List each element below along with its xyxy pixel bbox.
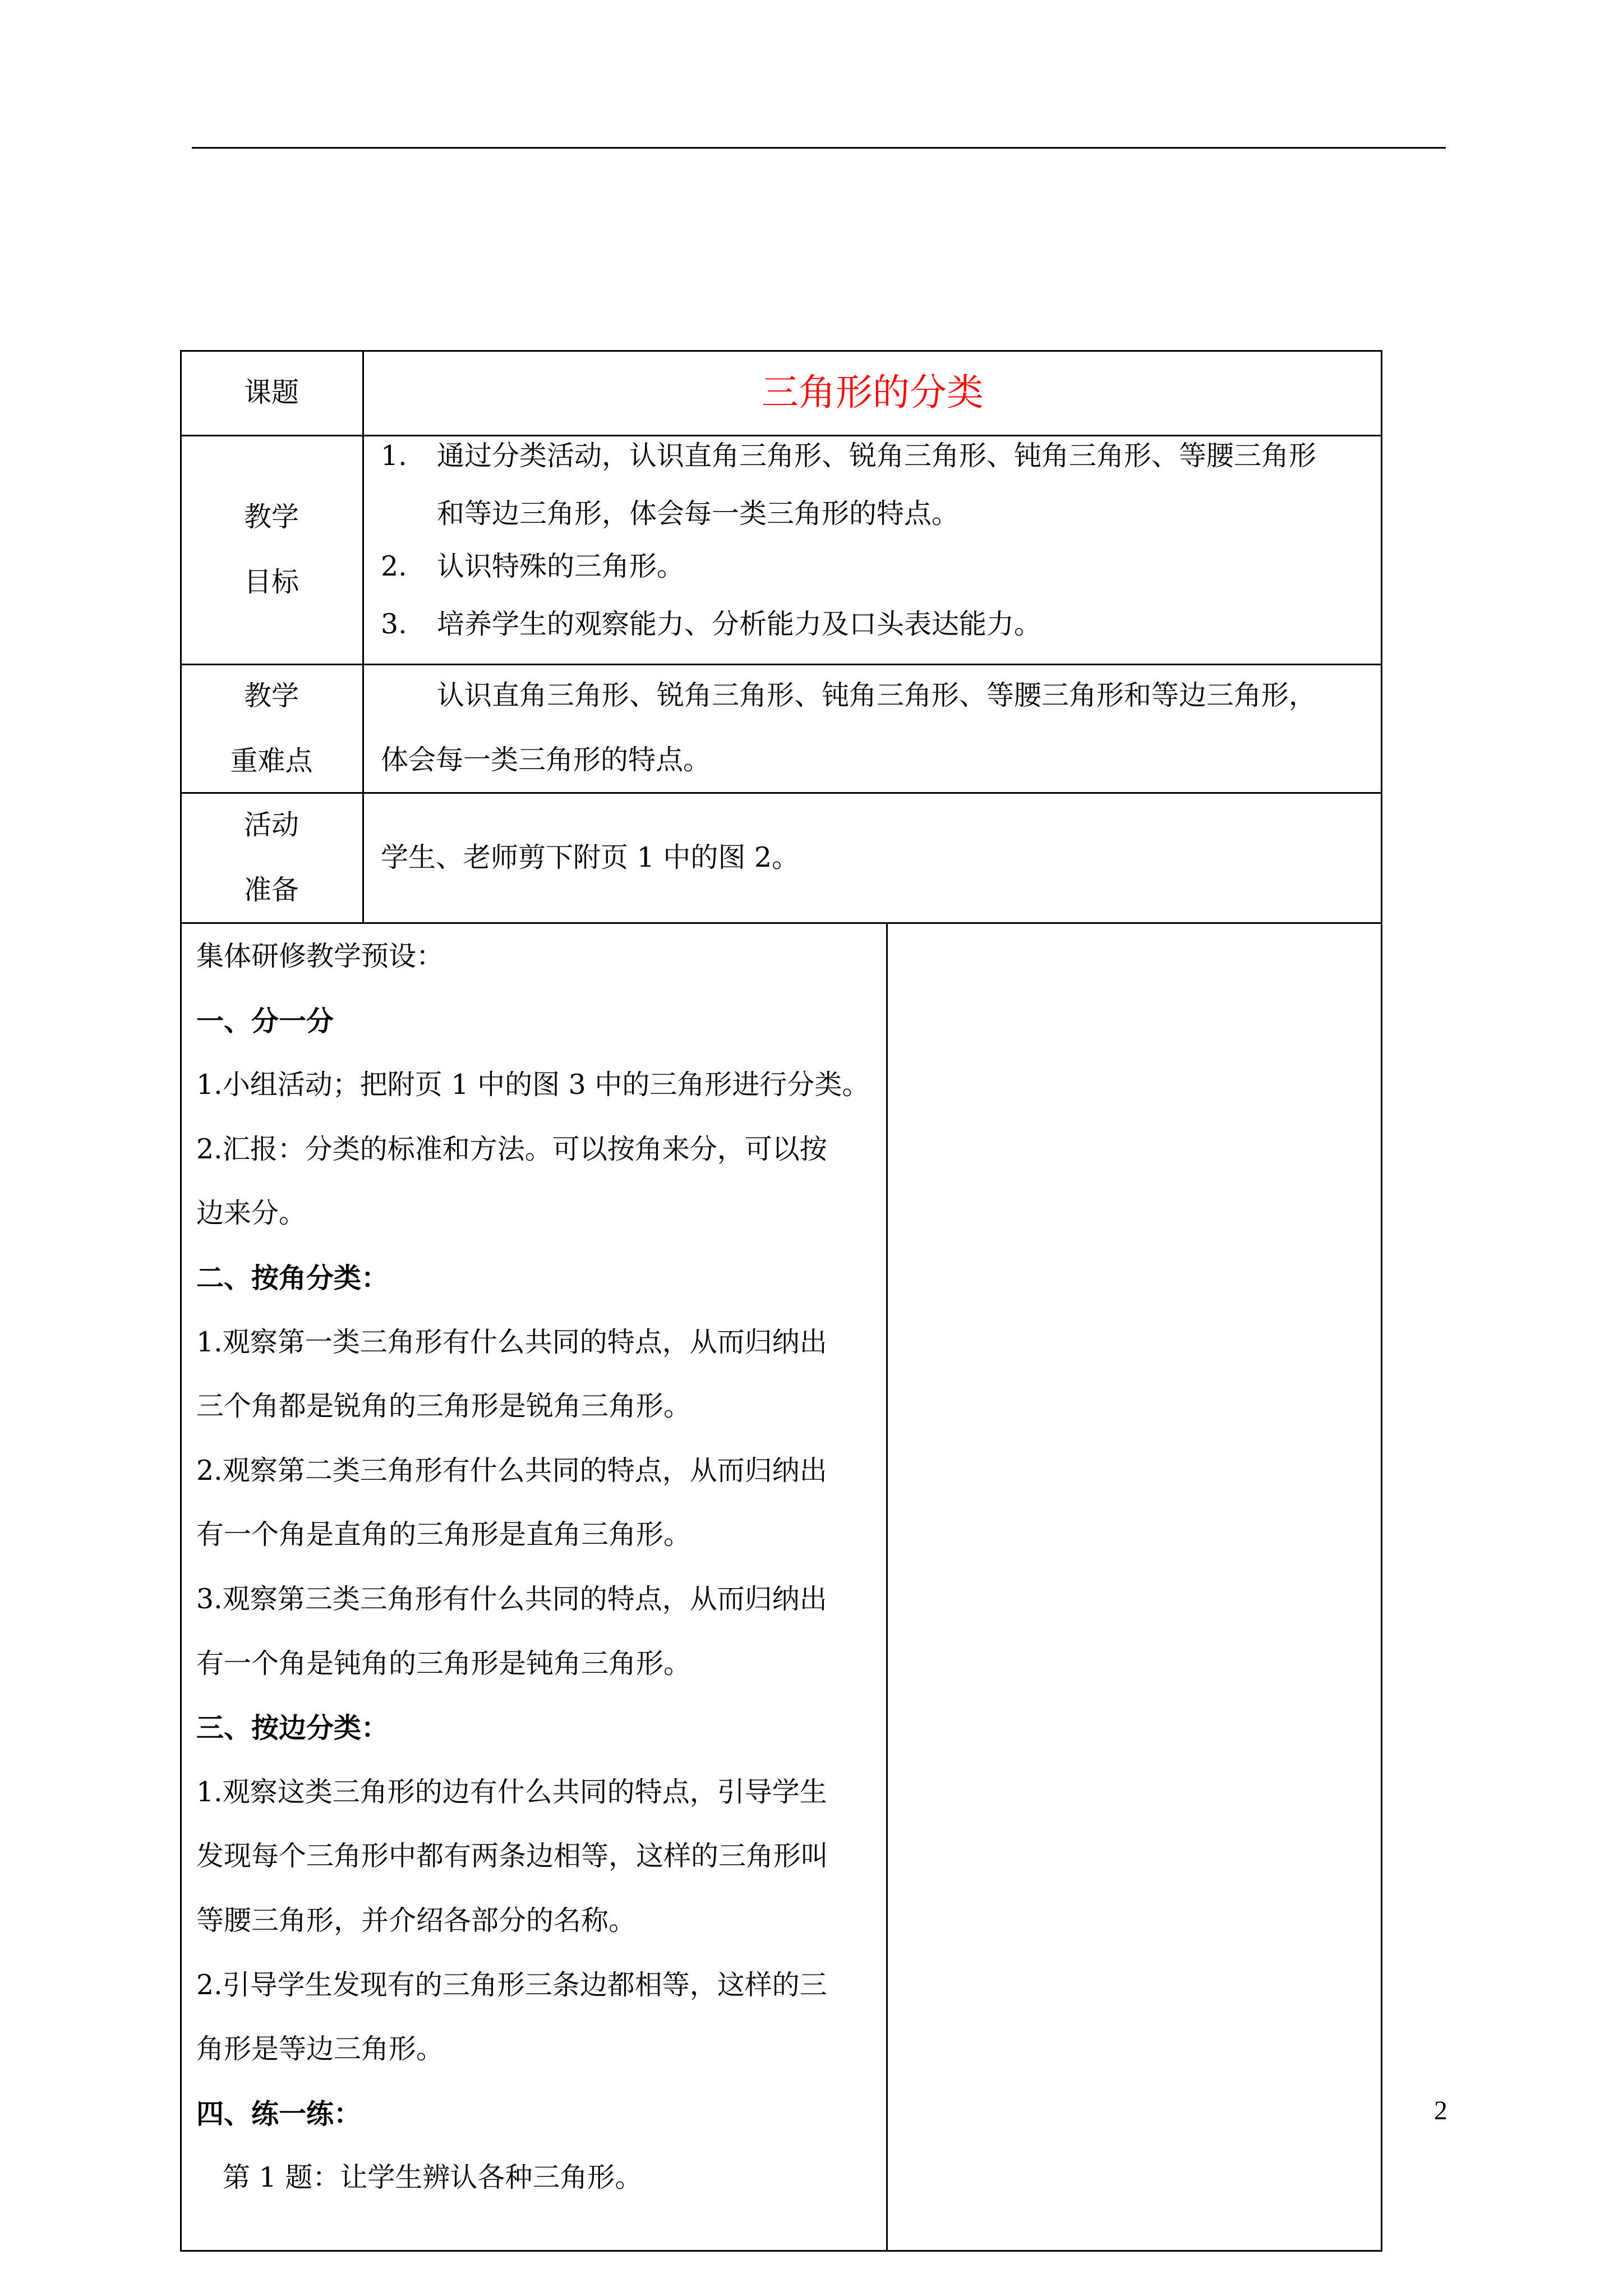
plan-line: 1.观察这类三角形的边有什么共同的特点，引导学生 (196, 1775, 827, 1808)
objective-text: 通过分类活动，认识直角三角形、锐角三角形、钝角三角形、等腰三角形 (437, 440, 1317, 472)
key-points-label-cell (180, 664, 363, 793)
key-points-text: 体会每一类三角形的特点。 (381, 744, 711, 776)
section-heading: 三、按边分类： (196, 1711, 389, 1745)
page-number: 2 (1434, 2096, 1447, 2125)
topic-label-cell (180, 350, 363, 435)
plan-line: 有一个角是钝角的三角形是钝角三角形。 (196, 1647, 691, 1680)
key-points-text: 认识直角三角形、锐角三角形、钝角三角形、等腰三角形和等边三角形， (437, 679, 1317, 711)
preparation-label-line: 活动 (243, 809, 299, 841)
plan-line: 2.引导学生发现有的三角形三条边都相等，这样的三 (196, 1968, 827, 2001)
topic-label: 课题 (243, 376, 299, 408)
plan-line: 2.观察第二类三角形有什么共同的特点，从而归纳出 (196, 1454, 827, 1487)
key-points-label-line: 重难点 (230, 744, 313, 777)
plan-line: 3.观察第三类三角形有什么共同的特点，从而归纳出 (196, 1582, 827, 1615)
plan-line: 2.汇报：分类的标准和方法。可以按角来分，可以按 (196, 1133, 827, 1165)
objective-text: 和等边三角形，体会每一类三角形的特点。 (437, 498, 960, 530)
key-points-label-line: 教学 (243, 679, 299, 712)
title-cell (363, 350, 1382, 435)
preparation-text: 学生、老师剪下附页 1 中的图 2。 (381, 841, 800, 873)
plan-heading: 集体研修教学预设： (196, 940, 444, 972)
objectives-label-line: 教学 (243, 501, 299, 533)
objective-text: 培养学生的观察能力、分析能力及口头表达能力。 (437, 608, 1042, 640)
plan-line: 边来分。 (196, 1197, 307, 1230)
preparation-label-line: 准备 (243, 874, 299, 906)
plan-line: 角形是等边三角形。 (196, 2033, 444, 2065)
objective-number: 2. (381, 550, 407, 582)
section-heading: 二、按角分类： (196, 1261, 389, 1294)
plan-line: 第 1 题：让学生辨认各种三角形。 (223, 2161, 643, 2194)
plan-line: 三个角都是锐角的三角形是锐角三角形。 (196, 1390, 691, 1423)
preparation-label-cell (180, 793, 363, 923)
objectives-label-cell (180, 435, 363, 664)
plan-line: 1.观察第一类三角形有什么共同的特点，从而归纳出 (196, 1326, 827, 1358)
objective-text: 认识特殊的三角形。 (437, 550, 685, 582)
plan-line: 等腰三角形，并介绍各部分的名称。 (196, 1904, 637, 1936)
plan-line: 1.小组活动；把附页 1 中的图 3 中的三角形进行分类。 (196, 1069, 870, 1101)
table-column-divider (886, 923, 888, 2252)
header-rule (192, 147, 1446, 149)
objectives-label-line: 目标 (243, 566, 299, 598)
objective-number: 3. (381, 608, 407, 640)
lesson-plan (196, 924, 878, 2210)
plan-line: 有一个角是直角的三角形是直角三角形。 (196, 1519, 691, 1551)
lesson-title: 三角形的分类 (762, 371, 984, 414)
plan-line: 发现每个三角形中都有两条边相等，这样的三角形叫 (196, 1840, 829, 1872)
section-heading: 四、练一练： (196, 2097, 362, 2130)
objective-number: 1. (381, 440, 407, 472)
section-heading: 一、分一分 (196, 1004, 334, 1037)
